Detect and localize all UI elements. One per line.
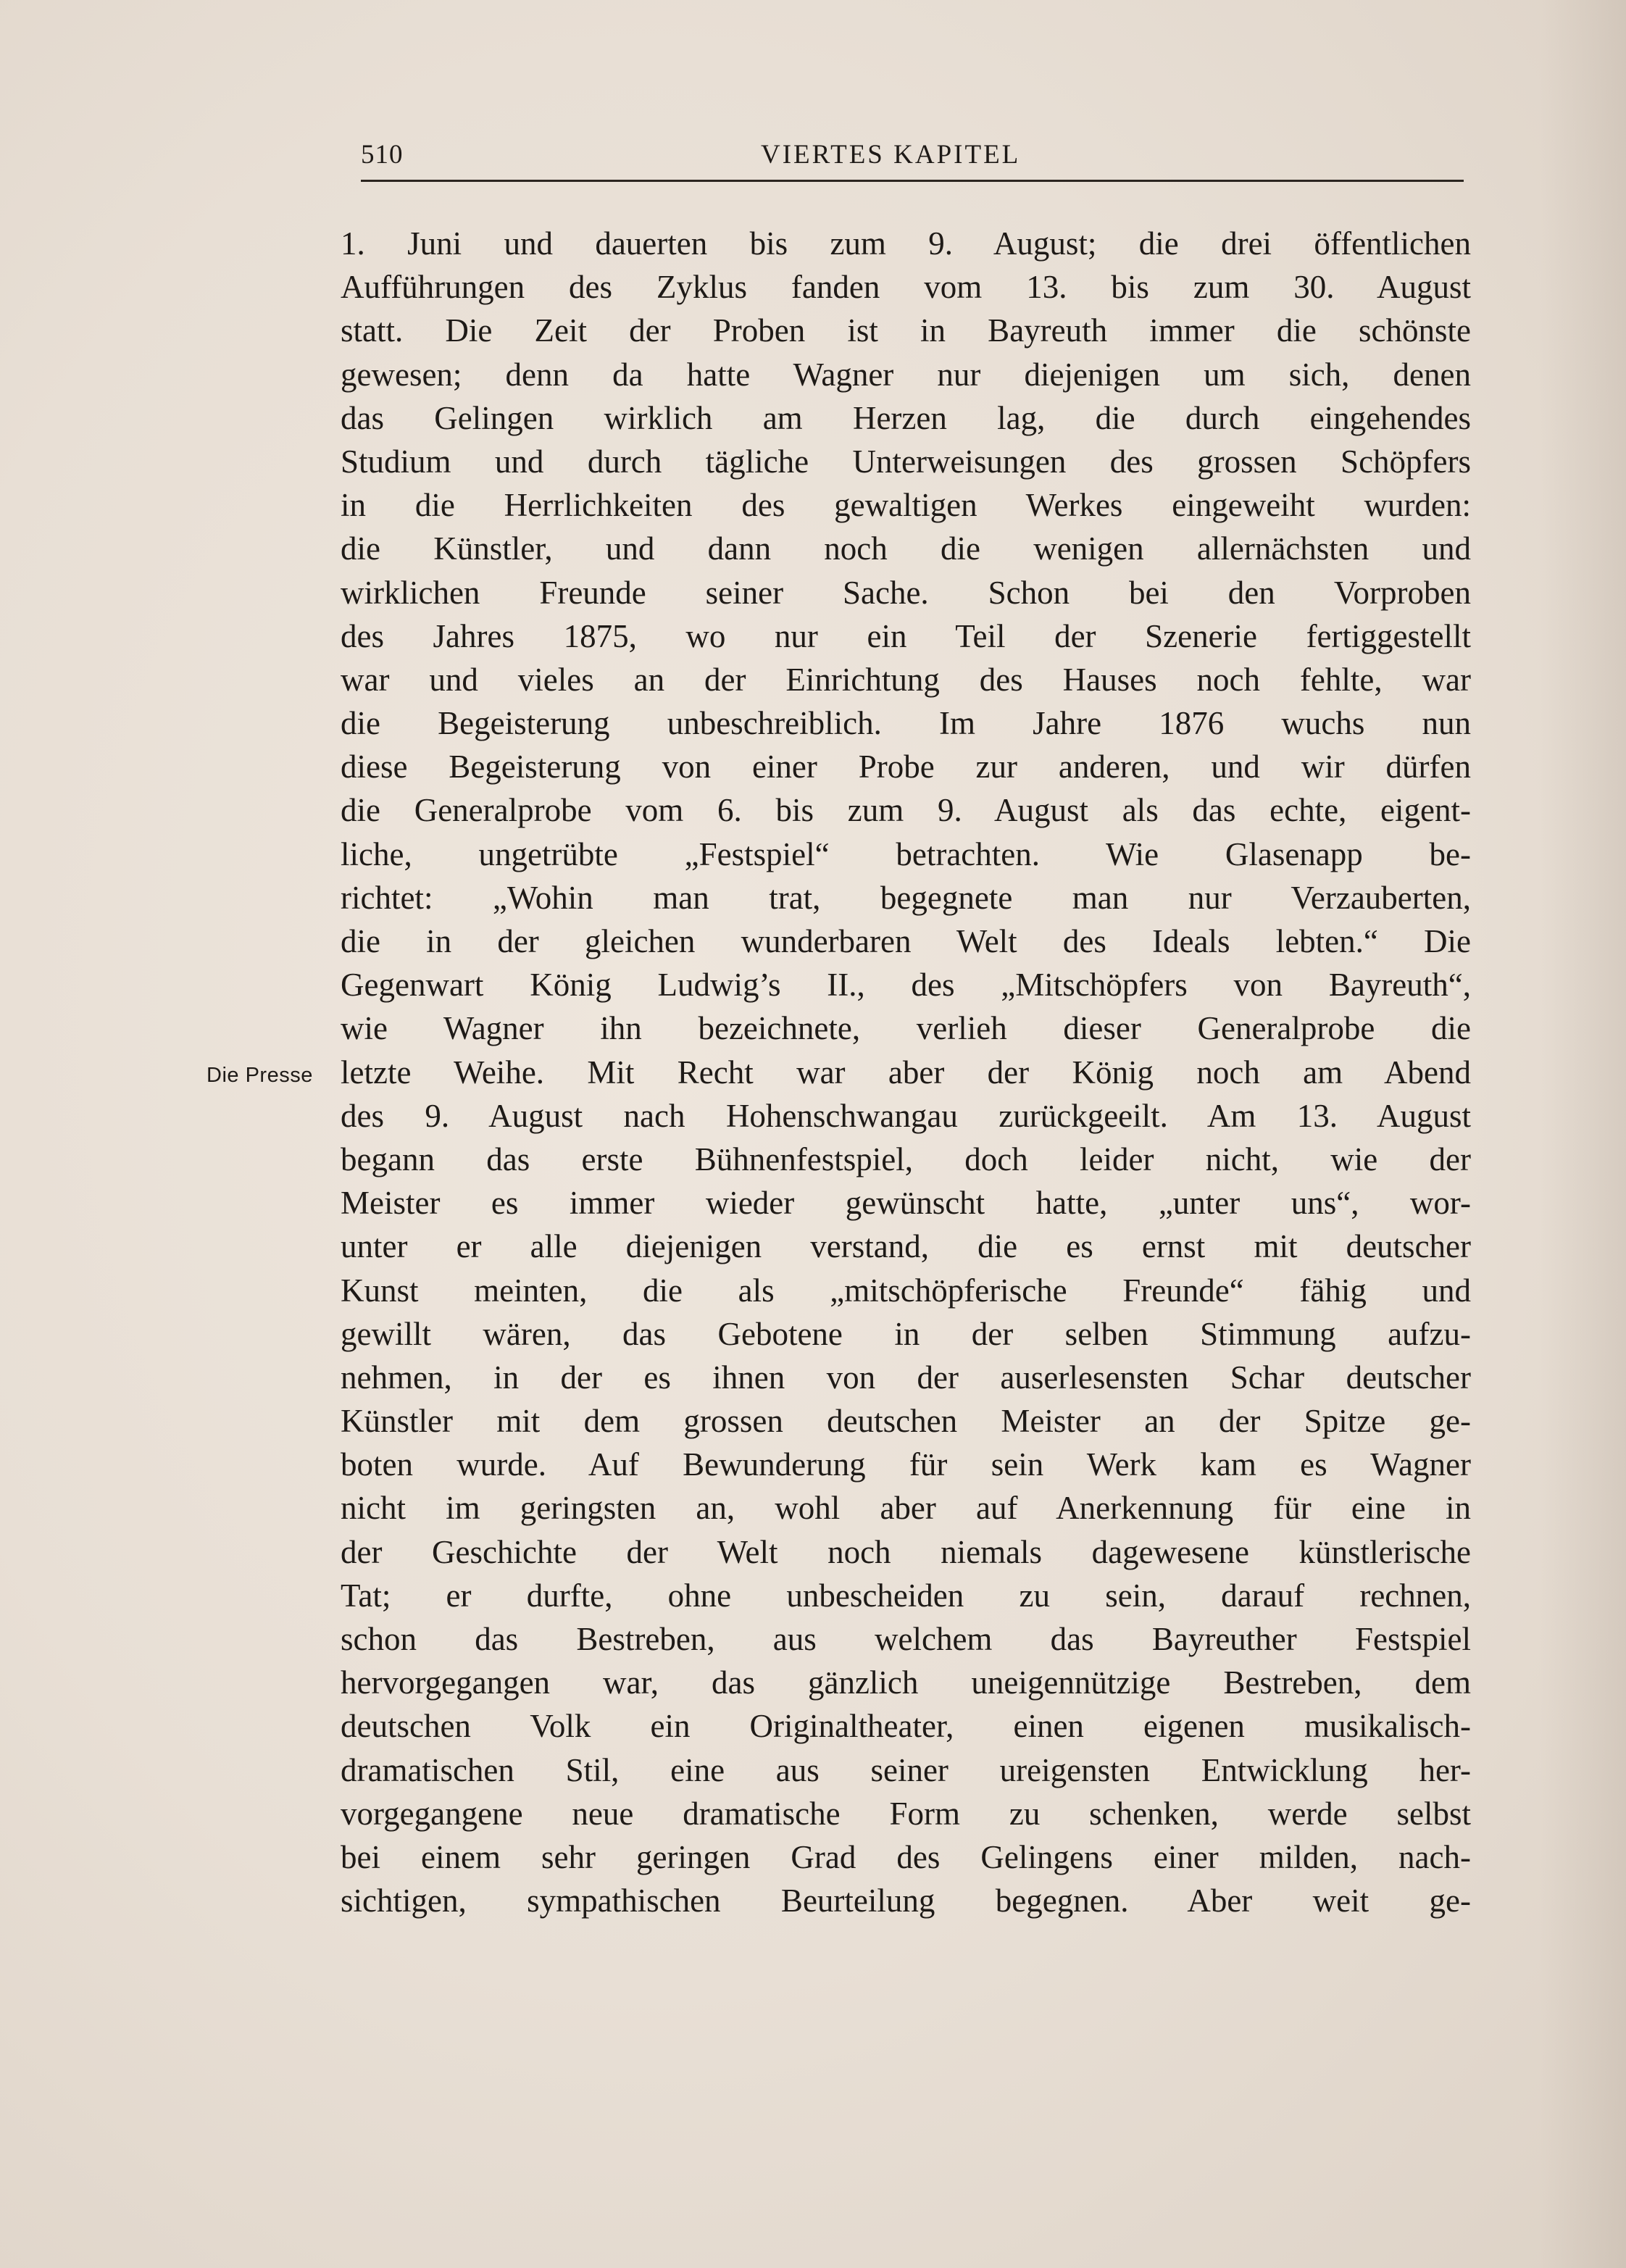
text-line: bei einem sehr geringen Grad des Gelingens einer milden, nach- (341, 1838, 1471, 1875)
text-line: gewillt wären, das Gebotene in der selben Stimmung aufzu- (341, 1315, 1471, 1352)
text-line: nicht im geringsten an, wohl aber auf Anerkennung für eine in (341, 1490, 1471, 1527)
text-line: wie Wagner ihn bezeichnete, verlieh dieser Generalprobe die (341, 1010, 1471, 1047)
text-line: Meister es immer wieder gewünscht hatte, „unter uns“, wor- (341, 1185, 1471, 1222)
text-line: vorgegangene neue dramatische Form zu schenken, werde selbst (341, 1795, 1471, 1832)
text-line: die in der gleichen wunderbaren Welt des Ideals lebten.“ Die (341, 923, 1471, 959)
text-line: die Künstler, und dann noch die wenigen allernächsten und (341, 530, 1471, 567)
margin-note: Die Presse (207, 1064, 313, 1087)
text-line: des 9. August nach Hohenschwangau zurückgeeilt. Am 13. August (341, 1097, 1471, 1134)
text-line: hervorgegangen war, das gänzlich uneigennützige Bestreben, dem (341, 1664, 1471, 1701)
page-header (361, 139, 1464, 180)
text-line: des Jahres 1875, wo nur ein Teil der Szenerie fertiggestellt (341, 617, 1471, 654)
text-line: die Generalprobe vom 6. bis zum 9. August als das echte, eigent- (341, 792, 1471, 829)
text-line: Künstler mit dem grossen deutschen Meister an der Spitze ge- (341, 1403, 1471, 1440)
text-line: Gegenwart König Ludwig’s II., des „Mitschöpfers von Bayreuth“, (341, 967, 1471, 1004)
text-line: diese Begeisterung von einer Probe zur anderen, und wir dürfen (341, 749, 1471, 785)
text-line: richtet: „Wohin man trat, begegnete man nur Verzauberten, (341, 879, 1471, 916)
text-line: wirklichen Freunde seiner Sache. Schon bei den Vorproben (341, 574, 1471, 611)
text-line: dramatischen Stil, eine aus seiner ureigensten Entwicklung her- (341, 1751, 1471, 1788)
text-line: schon das Bestreben, aus welchem das Bayreuther Festspiel (341, 1621, 1471, 1657)
text-line: sichtigen, sympathischen Beurteilung begegnen. Aber weit ge- (341, 1883, 1471, 1919)
text-line: in die Herrlichkeiten des gewaltigen Werkes eingeweiht wurden: (341, 487, 1471, 524)
text-line: statt. Die Zeit der Proben ist in Bayreuth immer die schönste (341, 312, 1471, 349)
text-line: die Begeisterung unbeschreiblich. Im Jahre 1876 wuchs nun (341, 705, 1471, 742)
text-line: nehmen, in der es ihnen von der auserlesensten Schar deutscher (341, 1359, 1471, 1396)
text-line: unter er alle diejenigen verstand, die es ernst mit deutscher (341, 1228, 1471, 1265)
text-line: liche, ungetrübte „Festspiel“ betrachten. Wie Glasenapp be- (341, 835, 1471, 872)
text-line: begann das erste Bühnenfestspiel, doch leider nicht, wie der (341, 1141, 1471, 1177)
body-text (341, 222, 1471, 1922)
text-line: Studium und durch tägliche Unterweisungen des grossen Schöpfers (341, 443, 1471, 480)
page-edge-shadow (1539, 0, 1626, 2268)
text-line: deutschen Volk ein Originaltheater, einen eigenen musikalisch- (341, 1708, 1471, 1745)
text-line: gewesen; denn da hatte Wagner nur diejenigen um sich, denen (341, 356, 1471, 393)
text-line: boten wurde. Auf Bewunderung für sein Werk kam es Wagner (341, 1446, 1471, 1483)
text-line: 1. Juni und dauerten bis zum 9. August; die drei öffentlichen (341, 225, 1471, 262)
text-line: Tat; er durfte, ohne unbescheiden zu sein, darauf rechnen, (341, 1577, 1471, 1614)
text-line: Aufführungen des Zyklus fanden vom 13. bis zum 30. August (341, 269, 1471, 306)
running-head: VIERTES KAPITEL (761, 140, 1021, 170)
text-line: letzte Weihe. Mit Recht war aber der König noch am Abend (341, 1054, 1471, 1091)
text-line: Kunst meinten, die als „mitschöpferische Freunde“ fähig und (341, 1272, 1471, 1309)
text-line: das Gelingen wirklich am Herzen lag, die durch eingehendes (341, 399, 1471, 436)
header-rule (361, 180, 1464, 182)
page-number: 510 (361, 140, 404, 170)
text-line: der Geschichte der Welt noch niemals dagewesene künstlerische (341, 1533, 1471, 1570)
text-line: war und vieles an der Einrichtung des Hauses noch fehlte, war (341, 661, 1471, 698)
